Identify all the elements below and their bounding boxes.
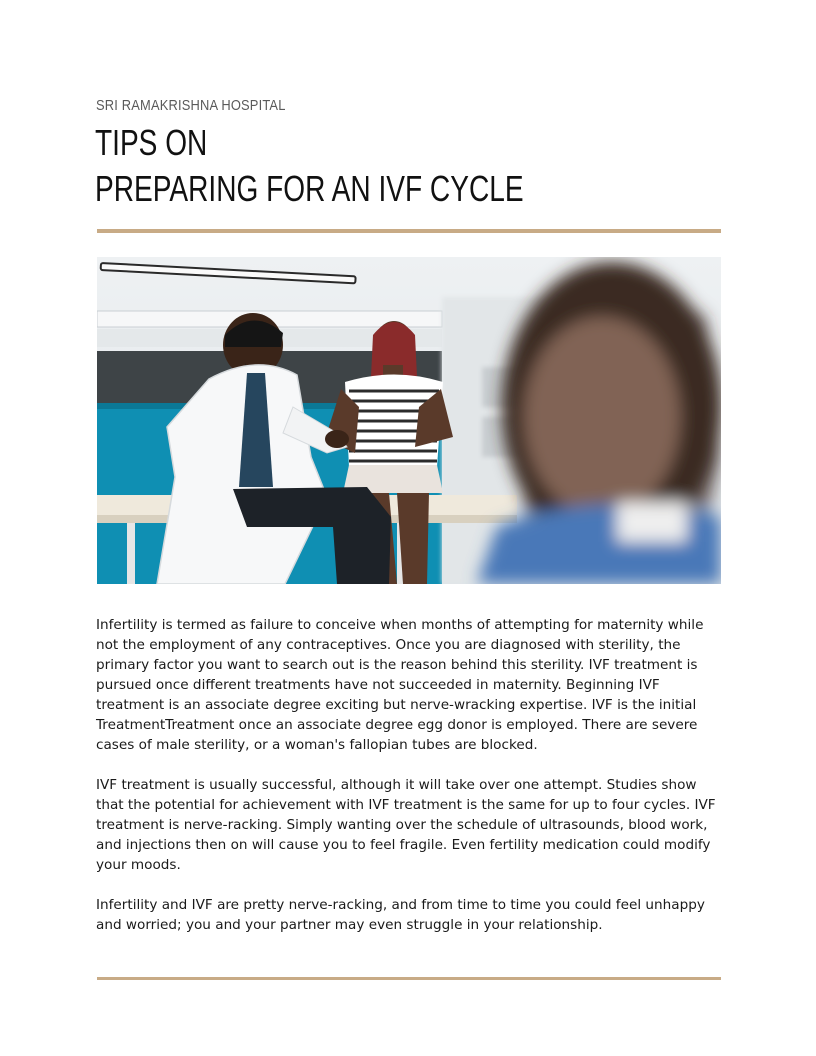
top-divider <box>97 229 721 233</box>
paragraph-1: Infertility is termed as failure to conceive when months of attempting for maternity while not the employment of any contraceptives. Once you are diagnosed with sterility, the primary factor you want to search out is the reason behind this sterility. IVF treatment is pursued once different treatments have not succeeded in maternity. Beginning IVF treatment is an associate degree exciting but nerve-wracking expertise. IVF is the initial TreatmentTreatment once an associate degree egg donor is employed. There are severe cases of male sterility, or a woman's fallopian tubes are blocked. <box>96 617 704 753</box>
page-title-line2: PREPARING FOR AN IVF CYCLE <box>95 168 524 209</box>
bottom-divider <box>97 977 721 980</box>
organization-name: SRI RAMAKRISHNA HOSPITAL <box>96 97 286 114</box>
paragraph-3: Infertility and IVF are pretty nerve-racking, and from time to time you could feel unhappy and worried; you and your partner may even struggle in your relationship. <box>96 897 705 933</box>
article-body <box>96 615 724 955</box>
paragraph-2: IVF treatment is usually successful, although it will take over one attempt. Studies show that the potential for achievement with IVF treatment is the same for up to four cycles. IVF treatment is nerve-racking. Simply wanting over the schedule of ultrasounds, blood work, and injections then on will cause you to feel fragile. Even fertility medication could modify your moods. <box>96 777 716 873</box>
page-title-line1: TIPS ON <box>95 122 208 163</box>
hero-photo <box>97 257 721 584</box>
